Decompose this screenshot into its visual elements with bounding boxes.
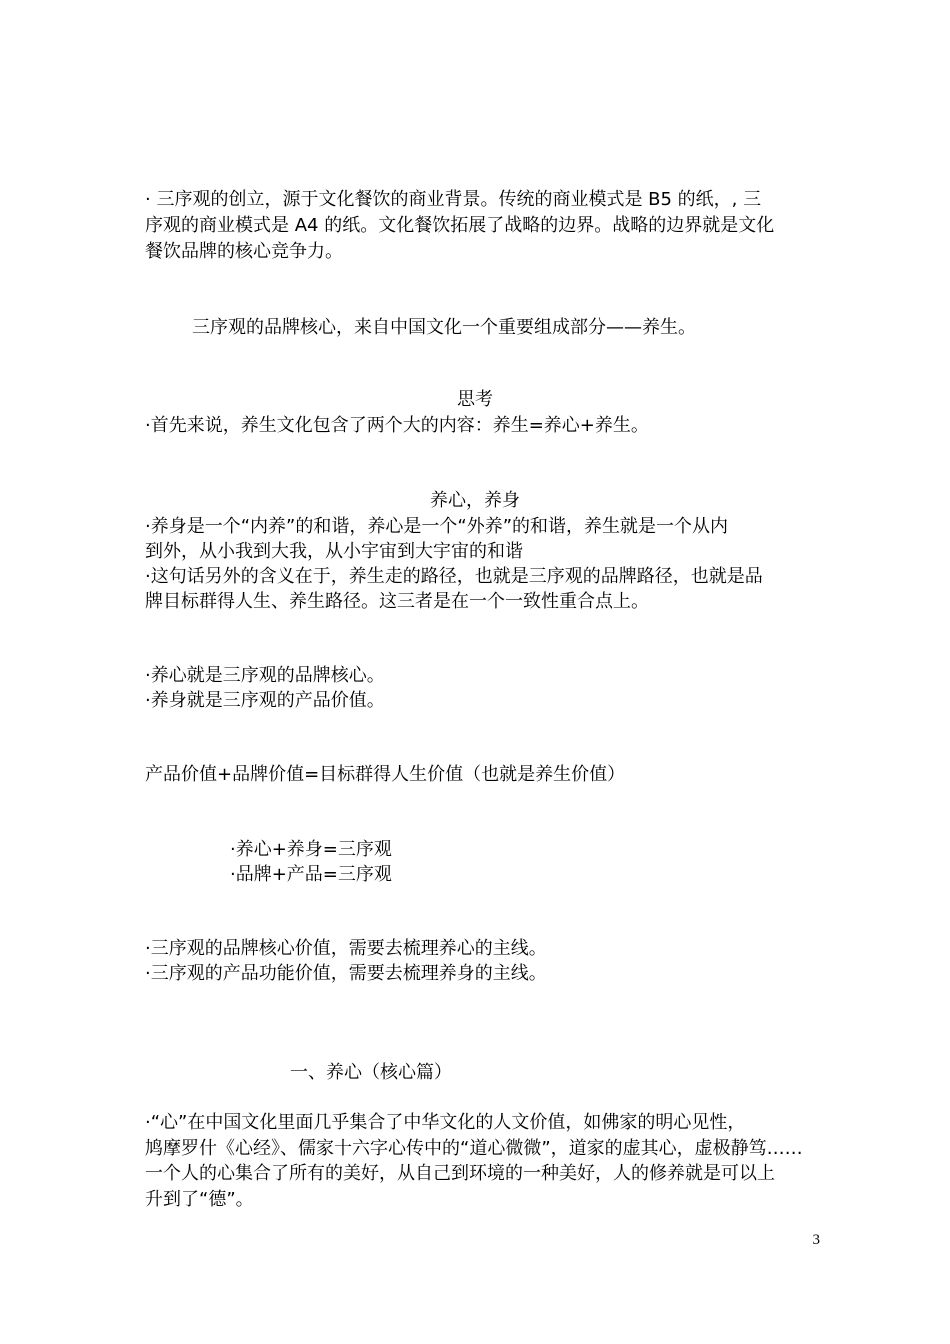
section-heading-1: 一、养心（核心篇） bbox=[290, 1062, 452, 1083]
paragraph-10-line-1: ·“心”在中国文化里面几乎集合了中华文化的人文价值，如佛家的明心见性， bbox=[145, 1112, 746, 1133]
paragraph-6-line-1: ·养心就是三序观的品牌核心。 bbox=[145, 665, 385, 686]
paragraph-5-line-1: ·这句话另外的含义在于，养生走的路径，也就是三序观的品牌路径，也就是品 bbox=[145, 566, 763, 587]
paragraph-7-formula: 产品价值+品牌价值=目标群得人生价值（也就是养生价值） bbox=[145, 764, 626, 785]
paragraph-1-line-3: 餐饮品牌的核心竞争力。 bbox=[145, 241, 343, 262]
paragraph-5-line-2: 牌目标群得人生、养生路径。这三者是在一个一致性重合点上。 bbox=[145, 591, 649, 612]
heading-yangxin-yangshen: 养心，养身 bbox=[430, 490, 520, 511]
paragraph-10-line-3: 一个人的心集合了所有的美好，从自己到环境的一种美好，人的修养就是可以上 bbox=[145, 1163, 775, 1184]
paragraph-2: 三序观的品牌核心，来自中国文化一个重要组成部分——养生。 bbox=[192, 317, 696, 338]
paragraph-3: ·首先来说，养生文化包含了两个大的内容：养生=养心+养生。 bbox=[145, 415, 649, 436]
formula-line-1: ·养心+养身=三序观 bbox=[230, 839, 392, 860]
paragraph-4-line-2: 到外，从小我到大我，从小宇宙到大宇宙的和谐 bbox=[145, 541, 523, 562]
paragraph-1-line-2: 序观的商业模式是 A4 的纸。文化餐饮拓展了战略的边界。战略的边界就是文化 bbox=[145, 215, 775, 236]
page-number: 3 bbox=[812, 1232, 820, 1248]
heading-think: 思考 bbox=[457, 389, 493, 410]
paragraph-10-line-4: 升到了“德”。 bbox=[145, 1189, 254, 1210]
paragraph-4-line-1: ·养身是一个“内养”的和谐，养心是一个“外养”的和谐，养生就是一个从内 bbox=[145, 516, 729, 537]
formula-line-2: ·品牌+产品=三序观 bbox=[230, 864, 392, 885]
paragraph-10-line-2: 鸠摩罗什《心经》、儒家十六字心传中的“道心微微”，道家的虚其心，虚极静笃…… bbox=[145, 1138, 803, 1159]
paragraph-9-line-1: ·三序观的品牌核心价值，需要去梳理养心的主线。 bbox=[145, 938, 547, 959]
paragraph-9-line-2: ·三序观的产品功能价值，需要去梳理养身的主线。 bbox=[145, 963, 547, 984]
paragraph-1-line-1: · 三序观的创立，源于文化餐饮的商业背景。传统的商业模式是 B5 的纸，, 三 bbox=[145, 189, 762, 210]
paragraph-6-line-2: ·养身就是三序观的产品价值。 bbox=[145, 690, 385, 711]
